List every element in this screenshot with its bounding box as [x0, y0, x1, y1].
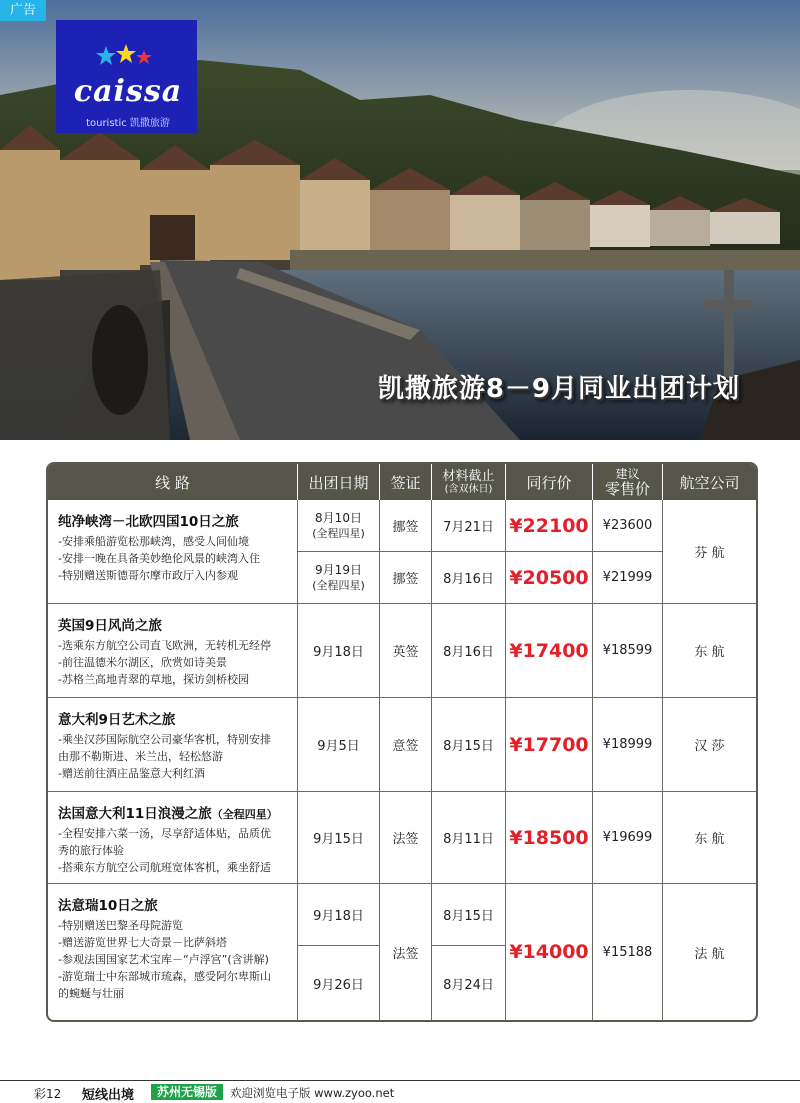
- airline-cell: 芬 航: [663, 500, 756, 604]
- table-header: [48, 464, 756, 500]
- route-cell: [48, 604, 298, 698]
- header-retail-line2: 零售价: [604, 480, 650, 498]
- header-deadline-label: 材料截止: [442, 469, 495, 484]
- date-note: (全程四星): [312, 578, 365, 592]
- peer-price: ¥22100: [506, 500, 593, 552]
- departure-date: [298, 552, 380, 604]
- header-peer-price: 同行价: [506, 464, 593, 500]
- peer-price: ¥18500: [506, 792, 593, 884]
- airline-cell: 法 航: [694, 946, 725, 962]
- route-title: 意大利9日艺术之旅: [58, 712, 176, 728]
- departure-date: 9月18日: [298, 604, 380, 698]
- peer-price: ¥17700: [506, 698, 593, 792]
- section-title: 短线出境: [82, 1088, 135, 1103]
- deadline-cell: 8月16日: [432, 552, 506, 604]
- departure-date: 9月15日: [298, 792, 380, 884]
- airline-cell: 汉 莎: [663, 698, 756, 792]
- retail-price: ¥21999: [593, 552, 663, 604]
- route-title: [58, 802, 289, 822]
- retail-price: ¥19699: [593, 792, 663, 884]
- date-value: 8月10日: [315, 510, 362, 525]
- visa-cell: 英签: [380, 604, 432, 698]
- page-headline: 凯撒旅游8－9月同业出团计划: [377, 374, 740, 404]
- route-cell: [48, 500, 298, 604]
- page-number: 彩12: [34, 1087, 62, 1101]
- website-link[interactable]: 欢迎浏览电子版 www.zyoo.net: [230, 1086, 395, 1100]
- visa-cell: 挪签: [380, 552, 432, 604]
- header-date: 出团日期: [298, 464, 380, 500]
- peer-price: ¥14000: [506, 884, 593, 1020]
- route-desc-line: -特别赠送巴黎圣母院游览: [58, 919, 183, 932]
- date-note: (全程四星): [312, 526, 365, 540]
- retail-price: ¥15188: [593, 884, 663, 1020]
- route-desc-line: -参观法国国家艺术宝库－“卢浮宫”(含讲解): [58, 953, 269, 966]
- visa-cell: 意签: [380, 698, 432, 792]
- route-desc-line: -游览瑞士中东部城市琉森，感受阿尔卑斯山: [58, 970, 271, 983]
- departure-date: 9月18日: [298, 884, 380, 946]
- route-desc-line: -特别赠送斯德哥尔摩市政厅入内参观: [58, 569, 238, 582]
- ad-label: 广告: [0, 0, 46, 21]
- peer-price: ¥20500: [506, 552, 593, 604]
- deadline-cell: 8月11日: [432, 792, 506, 884]
- route-desc-line: 由那不勒斯进、米兰出，轻松悠游: [58, 750, 223, 763]
- retail-price: ¥18999: [593, 698, 663, 792]
- caissa-logo[interactable]: [56, 20, 197, 133]
- deadline-cell: 8月16日: [432, 604, 506, 698]
- route-title: 纯净峡湾－北欧四国10日之旅: [58, 514, 239, 530]
- route-desc-line: -选乘东方航空公司直飞欧洲，无转机无经停: [58, 639, 271, 652]
- route-desc-line: -安排一晚在具备美妙绝伦风景的峡湾入住: [58, 552, 260, 565]
- route-desc-line: -乘坐汉莎国际航空公司豪华客机，特别安排: [58, 733, 271, 746]
- peer-price: ¥17400: [506, 604, 593, 698]
- deadline-cell: 7月21日: [432, 500, 506, 552]
- route-desc-line: -前往温德米尔湖区，欣赏如诗美景: [58, 656, 227, 669]
- route-desc-line: -赠送游览世界七大奇景－比萨斜塔: [58, 936, 227, 949]
- hero-photo: [0, 0, 800, 440]
- header-airline: 航空公司: [679, 473, 740, 492]
- route-title-text: 法国意大利11日浪漫之旅: [58, 806, 212, 822]
- deadline-cell: 8月24日: [432, 946, 506, 1020]
- route-desc-line: -全程安排六菜一汤，尽享舒适体贴，品质优: [58, 827, 271, 840]
- departure-date: 9月26日: [298, 946, 380, 1020]
- route-desc-line: -赠送前往酒庄品鉴意大利红酒: [58, 767, 205, 780]
- stars-icon: [96, 44, 156, 72]
- header-deadline-note: (含双休日): [444, 484, 493, 495]
- route-desc-line: 的蜿蜒与壮丽: [58, 987, 124, 1000]
- retail-price: ¥18599: [593, 604, 663, 698]
- date-value: 9月19日: [315, 562, 362, 577]
- visa-cell: 法签: [380, 792, 432, 884]
- visa-cell: 挪签: [380, 500, 432, 552]
- departure-date: [298, 500, 380, 552]
- route-title: 英国9日风尚之旅: [58, 618, 162, 634]
- header-visa: 签证: [380, 464, 432, 500]
- page-footer: [0, 1080, 800, 1101]
- deadline-cell: 8月15日: [432, 884, 506, 946]
- retail-price: ¥23600: [593, 500, 663, 552]
- route-cell: [48, 884, 298, 1020]
- route-title-note: （全程四星）: [211, 808, 278, 821]
- header-route: 线 路: [48, 464, 298, 500]
- route-desc-line: -苏格兰高地青翠的草地，探访剑桥校园: [58, 673, 249, 686]
- header-deadline: [432, 464, 506, 500]
- deadline-cell: 8月15日: [432, 698, 506, 792]
- logo-brand: caissa: [73, 74, 183, 109]
- route-cell: [48, 698, 298, 792]
- route-desc-line: -搭乘东方航空公司航班宽体客机，乘坐舒适: [58, 861, 271, 874]
- route-desc-line: -安排乘船游览松那峡湾，感受人间仙境: [58, 535, 249, 548]
- route-desc-line: 秀的旅行体验: [58, 844, 124, 857]
- airline-cell: 东 航: [663, 792, 756, 884]
- route-title: 法意瑞10日之旅: [58, 898, 158, 914]
- visa-cell: 法签: [380, 884, 432, 1020]
- airline-cell: 东 航: [663, 604, 756, 698]
- departure-date: 9月5日: [298, 698, 380, 792]
- tour-schedule-table: [46, 462, 758, 1022]
- route-cell: [48, 792, 298, 884]
- logo-subtitle: touristic 凯撒旅游: [86, 118, 170, 129]
- header-retail-price: [593, 464, 663, 500]
- header-retail-line1: 建议: [615, 467, 640, 481]
- edition-badge: 苏州无锡版: [151, 1084, 223, 1100]
